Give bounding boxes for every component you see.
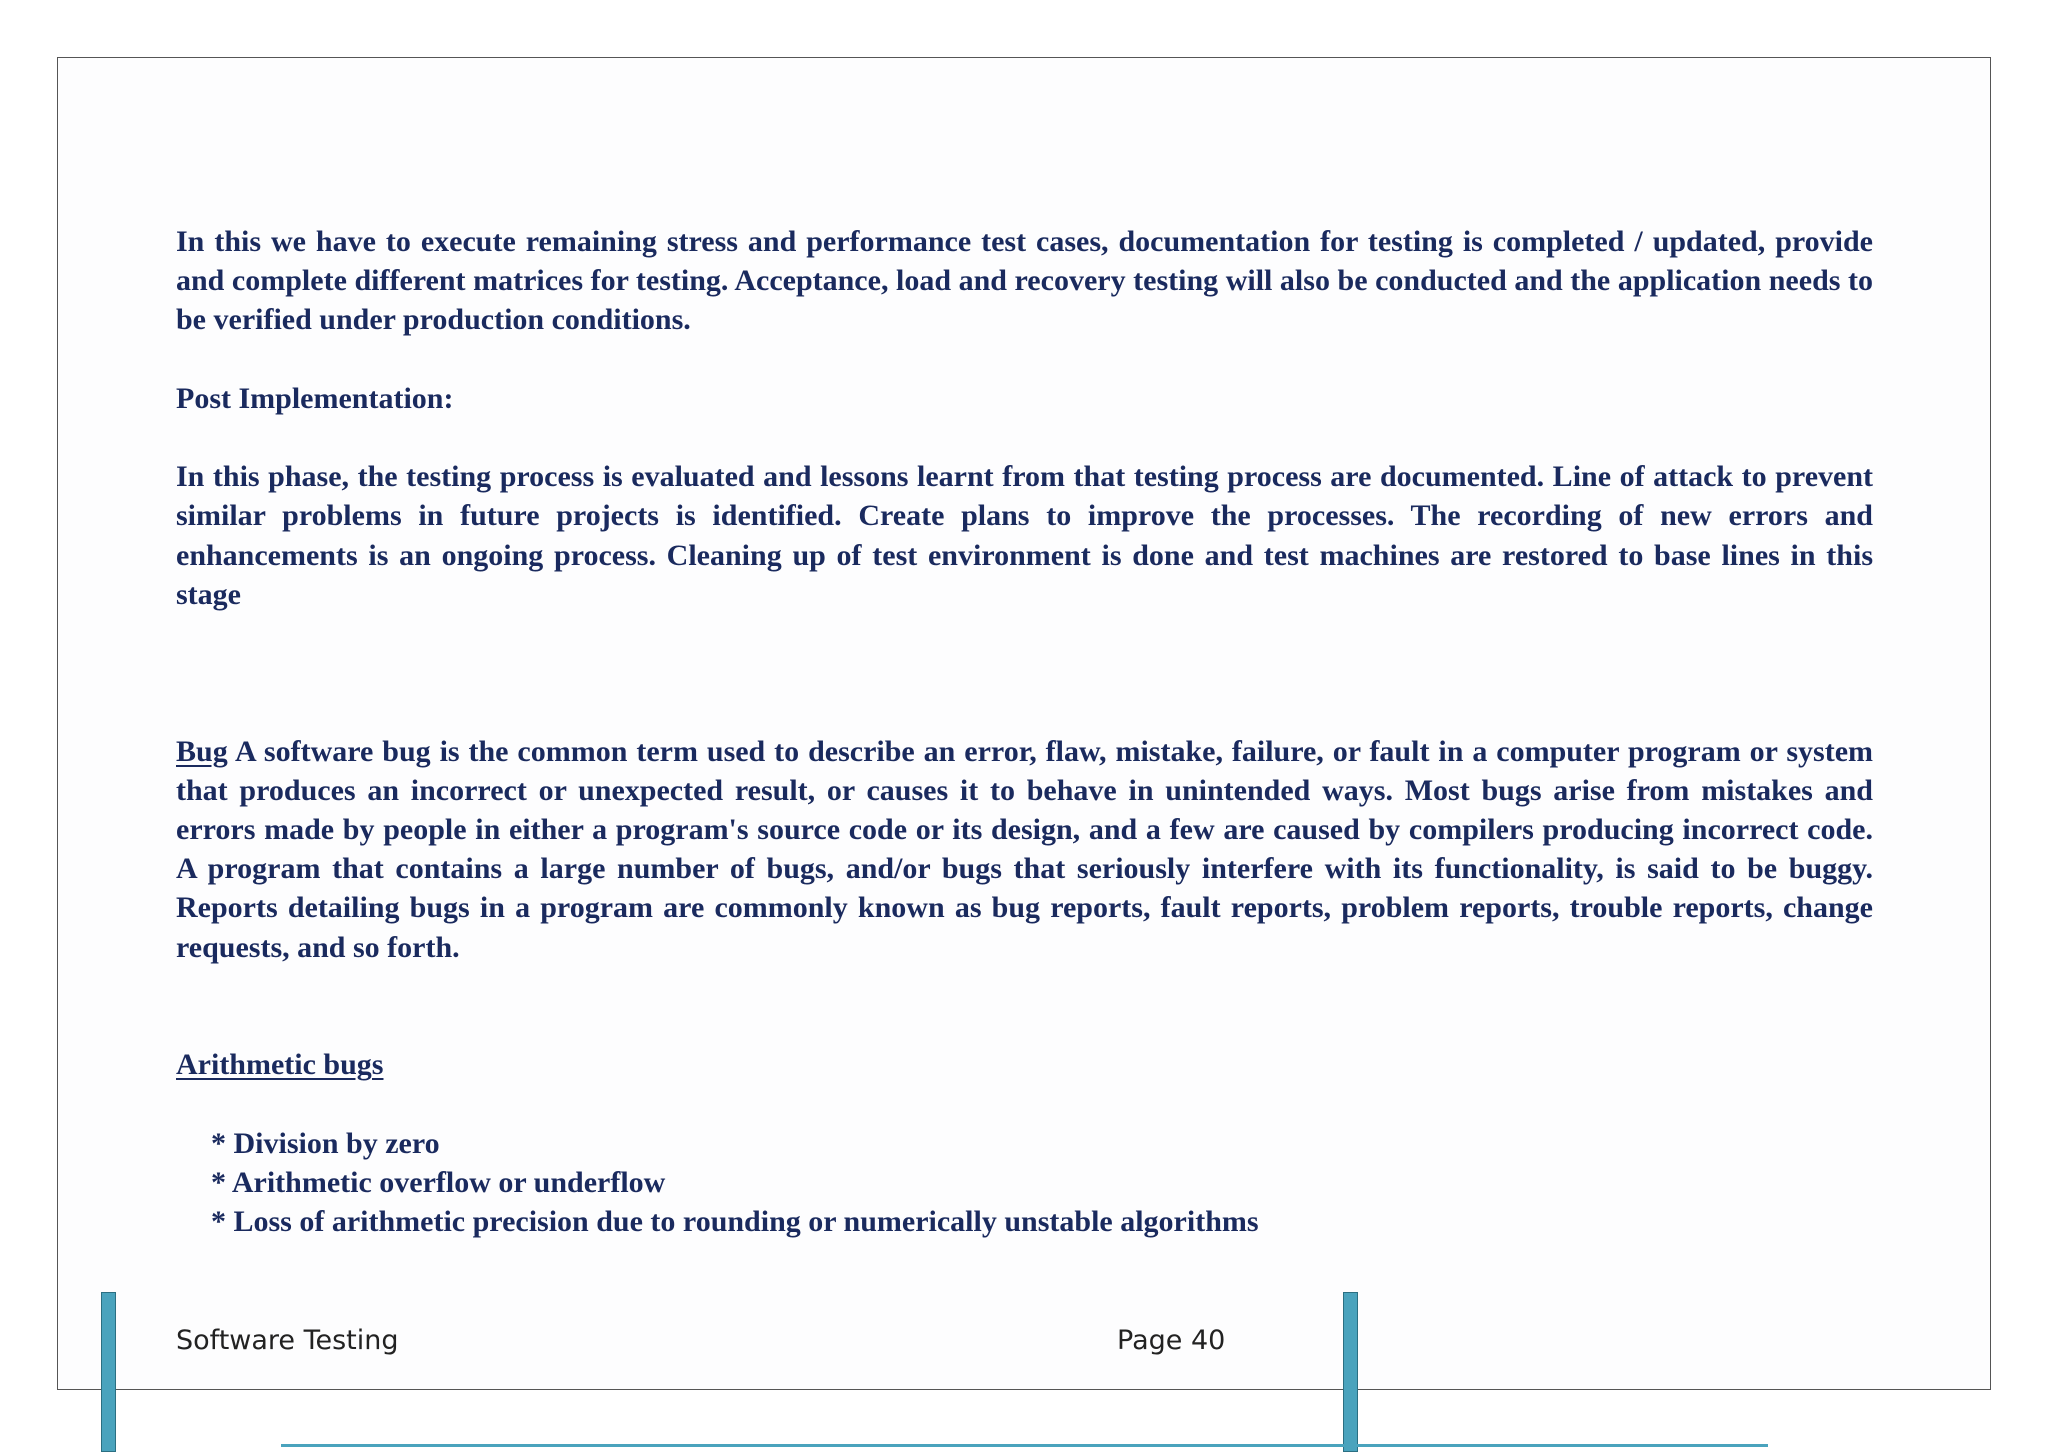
bug-term: Bug <box>176 734 228 768</box>
heading-post-implementation: Post Implementation: <box>176 381 454 415</box>
list-item: * Loss of arithmetic precision due to rounding or numerically unstable algorithms <box>211 1205 1259 1238</box>
footer-accent-bar-left <box>101 1292 116 1452</box>
paragraph-bug-definition <box>176 732 1873 967</box>
arithmetic-bugs-list <box>176 1124 1873 1242</box>
footer-document-title: Software Testing <box>176 1325 399 1356</box>
paragraph-post-implementation: In this phase, the testing process is evaluated and lessons learnt from that testing process are documented. Line of attack to prevent similar problems in future projects is identified. Create plans to improve the processes. The recording of new errors and enhancements is an ongoing process. Cleaning up of test environment is done and test machines are restored to base lines in this stage <box>176 460 1873 611</box>
list-item: * Division by zero <box>211 1126 440 1160</box>
list-item: * Arithmetic overflow or underflow <box>211 1165 666 1199</box>
paragraph-testing-completion: In this we have to execute remaining stress and performance test cases, documentation for testing is completed / updated, provide and complete different matrices for testing. Acceptance, load and recovery testing will also be conducted and the application needs to be verified under production conditions. <box>176 225 1873 337</box>
heading-arithmetic-bugs: Arithmetic bugs <box>176 1048 384 1082</box>
footer-page-number: Page 40 <box>1117 1325 1226 1356</box>
page-content <box>176 222 1873 1241</box>
footer-accent-bar-right <box>1343 1292 1358 1452</box>
bug-definition-text: A software bug is the common term used to describe an error, flaw, mistake, failure, or fault in a computer program or system that produces an incorrect or unexpected result, or causes it to behave in unintended ways. Most bugs arise from mistakes and errors made by people in either a program's source code or its design, and a few are caused by compilers producing incorrect code. A program that contains a large number of bugs, and/or bugs that seriously interfere with its functionality, is said to be buggy. Reports detailing bugs in a program are commonly known as bug reports, fault reports, problem reports, trouble reports, change requests, and so forth. <box>176 734 1873 964</box>
